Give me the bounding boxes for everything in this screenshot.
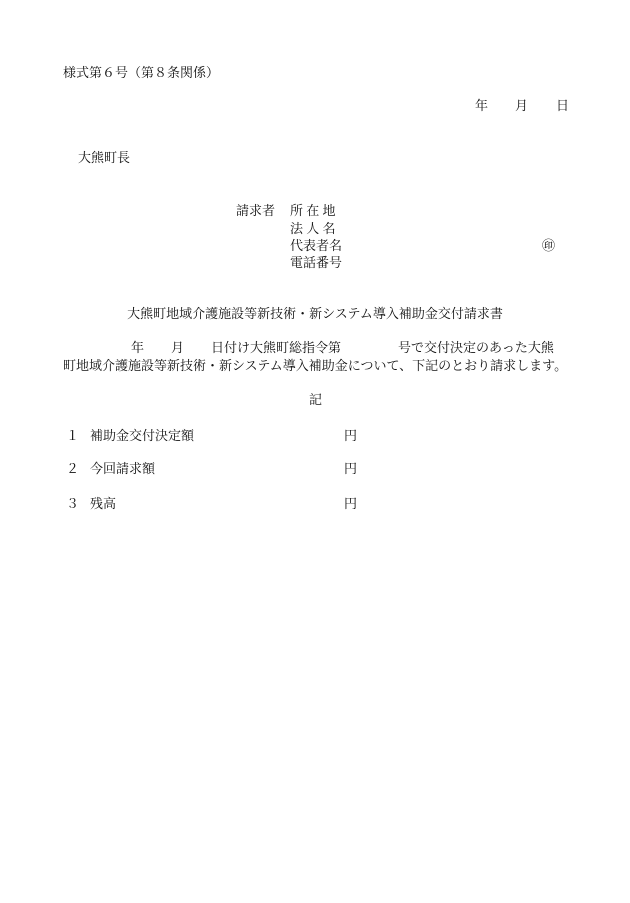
addressee: 大熊町長: [78, 150, 131, 165]
item-number: ３: [66, 496, 80, 511]
item-label: 補助金交付決定額: [90, 428, 195, 443]
body-number-suffix: 号で交付決定のあった大熊: [398, 340, 554, 355]
document-title: 大熊町地域介護施設等新技術・新システム導入補助金交付請求書: [127, 306, 503, 321]
field-corporation-name-label: 法 人 名: [290, 221, 336, 236]
form-number: 様式第６号（第８条関係）: [63, 65, 220, 80]
date-year-label: 年: [475, 98, 489, 113]
item-number: １: [66, 428, 80, 443]
item-label: 今回請求額: [90, 461, 156, 476]
claimant-label: 請求者: [236, 203, 276, 218]
item-unit: 円: [344, 496, 358, 511]
date-day-label: 日: [556, 98, 570, 113]
body-year-label: 年: [131, 340, 145, 355]
seal-mark: ㊞: [542, 238, 556, 253]
field-phone-label: 電話番号: [290, 255, 343, 270]
body-line-2: 町地域介護施設等新技術・新システム導入補助金について、下記のとおり請求します。: [63, 358, 568, 373]
item-unit: 円: [344, 461, 358, 476]
item-unit: 円: [344, 428, 358, 443]
body-month-label: 月: [171, 340, 185, 355]
date-month-label: 月: [515, 98, 529, 113]
ki-heading: 記: [309, 392, 323, 407]
field-representative-label: 代表者名: [290, 238, 343, 253]
field-address-label: 所 在 地: [290, 203, 336, 218]
body-date-suffix: 日付け大熊町総指令第: [211, 340, 342, 355]
item-label: 残高: [90, 496, 117, 511]
item-number: ２: [66, 461, 80, 476]
